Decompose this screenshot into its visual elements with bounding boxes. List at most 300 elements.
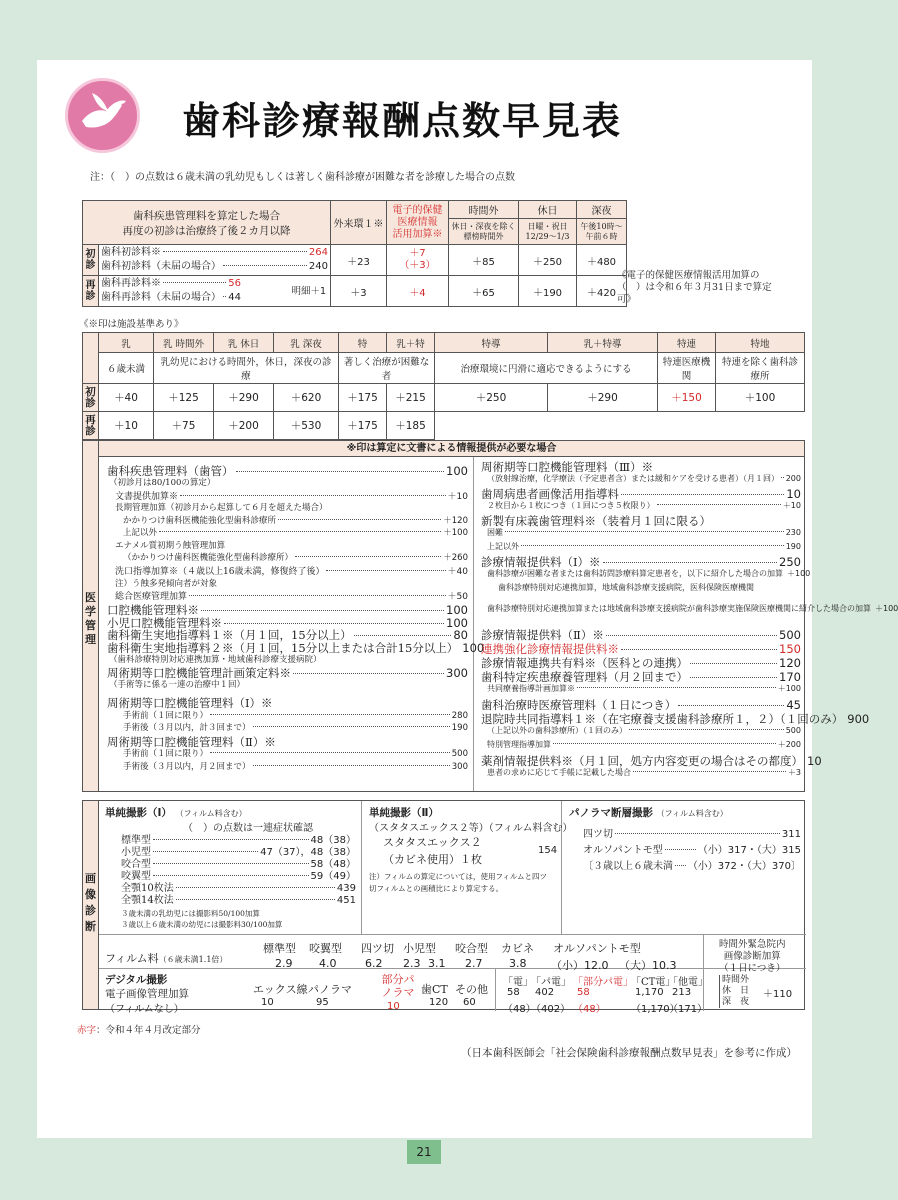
igaku-left-8-dots	[326, 570, 445, 571]
igaku-left-2-value: ＋10	[447, 492, 468, 502]
t2-r3: ＋530	[274, 412, 339, 440]
igaku-left-9-label: 注）う蝕多発傾向者が対象	[115, 579, 218, 589]
t1-h2: 再度の初診は治療終了後２カ月以降	[122, 224, 291, 237]
tan1-note: （ ）の点数は一連症状確認	[183, 823, 313, 834]
igaku-right-13-dots	[690, 663, 777, 664]
tan1-row-3-value: 59（49）	[310, 871, 356, 882]
igaku-right-0-label: 周術期等口腔機能管理料（Ⅲ）※	[481, 460, 654, 474]
t1-r2-shin: ＋420	[577, 276, 627, 307]
t2-sub-0: ６歳未満	[99, 353, 154, 384]
igaku-right-14-dots	[690, 677, 777, 678]
igaku-kanri-side: 医学管理	[83, 441, 99, 791]
kinkyu-v: ＋110	[763, 989, 793, 1000]
igaku-left-19-value: 280	[451, 711, 468, 721]
igaku-left-5-dots	[159, 531, 441, 532]
t1-elec3: 活用加算※	[392, 228, 443, 240]
film-val-6: 3.8	[509, 957, 527, 970]
t2-r5: ＋185	[387, 412, 435, 440]
igaku-left-23	[123, 760, 468, 772]
t2-head-8: 特連	[658, 333, 716, 353]
t1-shin: 深夜	[577, 201, 627, 219]
dig-val-1: 95	[316, 997, 329, 1008]
igaku-right-20-value: 10	[807, 754, 822, 768]
igaku-left-19-dots	[210, 714, 450, 715]
igaku-left-12-dots	[224, 623, 444, 624]
igaku-left-5-label: 上記以外	[123, 528, 158, 538]
igaku-right-16-value: 45	[786, 698, 801, 712]
pan3-v: （小）372・（大）370〕	[687, 861, 801, 872]
igaku-left-2-label: 文書提供加算※	[115, 492, 179, 502]
shoshin-saishin-table	[82, 200, 627, 307]
t1-shin-s2: 午前６時	[585, 231, 618, 241]
igaku-right-15-dots	[577, 687, 776, 688]
t2-head-6: 特導	[435, 333, 548, 353]
igaku-left-3-label: 長期管理加算（初診月から起算して６月を超えた場合）	[115, 503, 328, 513]
igaku-right-6-value: 190	[785, 542, 801, 551]
tan1-n1: ３歳未満の乳幼児には撮影料50/100加算	[121, 909, 260, 918]
side-note: 《電子的保健医療情報活用加算の（ ）は令和６年３月31日まで算定可》	[617, 270, 772, 305]
igaku-left-4-label: かかりつけ歯科医機能強化型歯科診療所	[123, 516, 277, 526]
page-number: 21	[407, 1140, 441, 1164]
tan2-l2: （カビネ使用）１枚	[383, 853, 482, 866]
film-val-1: 4.0	[319, 957, 337, 970]
igaku-left-14-value: 100	[462, 641, 485, 655]
ele-v1-4: 213	[672, 987, 692, 998]
igaku-left-5	[123, 526, 468, 538]
igaku-left-20-label: 手術後（３月以内，計３回まで）	[123, 723, 251, 733]
kasan-table	[82, 332, 805, 440]
igaku-right-3	[487, 500, 801, 511]
igaku-left-22-dots	[210, 752, 450, 753]
igaku-right-7-dots	[603, 562, 778, 563]
gazo-side: 画像診断	[83, 801, 99, 1009]
t1-r2b-v: 44	[228, 292, 241, 303]
tan1-row-4-label: 全顎10枚法	[121, 883, 174, 894]
pan3: 〔３歳以上６歳未満	[583, 861, 673, 872]
igaku-left-16-dots	[293, 673, 444, 674]
igaku-left-8-label: 洗口指導加算※（４歳以上16歳未満，修復終了後）	[115, 567, 325, 577]
t2-s0: ＋40	[99, 384, 154, 412]
igaku-right-1	[487, 473, 801, 484]
ele-v1-1: 402	[535, 987, 555, 998]
igaku-right-2-label: 歯周病患者画像活用指導料	[481, 487, 619, 501]
ele-head-2: 「部分パ電」	[573, 977, 633, 988]
tan1-row-2-value: 58（48）	[310, 859, 356, 870]
ele-v2-4: （171）	[668, 1004, 708, 1015]
igaku-left-6	[115, 539, 468, 551]
dig-head: デジタル撮影	[105, 974, 168, 986]
tan2-l1: スタタスエックス２	[383, 836, 482, 849]
igaku-left-22	[123, 747, 468, 759]
tan1-row-0-label: 標準型	[121, 835, 151, 846]
igaku-left-7	[123, 551, 468, 563]
igaku-right-17-label: 退院時共同指導料１※（在宅療養支援歯科診療所１，２）（１回のみ）	[481, 712, 844, 726]
igaku-right-18-dots	[629, 729, 784, 730]
film-head-2: 四ツ切	[361, 942, 394, 955]
t2-saishin-label: 再診	[83, 412, 99, 440]
t1-r1a: 歯科初診料※	[101, 247, 161, 258]
film-head-1: 咬翼型	[309, 942, 342, 955]
igaku-left-13-value: 80	[453, 628, 468, 642]
igaku-left-22-label: 手術前（１回に限り）	[123, 749, 209, 759]
igaku-right-15-value: ＋100	[777, 684, 801, 693]
t1-out-head: 外来環１※	[331, 201, 387, 245]
t2-s6: ＋250	[435, 384, 548, 412]
t2-s1: ＋125	[154, 384, 214, 412]
igaku-right-6-label: 上記以外	[487, 542, 519, 551]
dig-val-4: 60	[463, 997, 476, 1008]
igaku-right-2-value: 10	[786, 487, 801, 501]
t1-r1-elec: ＋7	[409, 248, 426, 259]
igaku-right-21	[487, 767, 801, 778]
igaku-right-15	[487, 683, 801, 694]
t1-r1-elec2: （＋3）	[399, 260, 436, 271]
t2-r4: ＋175	[339, 412, 387, 440]
kinkyu-item-1: 休 日	[722, 986, 750, 996]
ele-v2-3: （1,170）	[631, 1004, 680, 1015]
igaku-left-18-label: 周術期等口腔機能管理料（Ⅰ）※	[107, 696, 273, 710]
t1-r1a-v: 264	[308, 247, 328, 258]
tan1-row-1-label: 小児型	[121, 847, 151, 858]
igaku-right-18	[487, 725, 801, 736]
note-top: 注：（ ）の点数は６歳未満の乳幼児もしくは著しく歯科診療が困難な者を診療した場合の点数	[90, 172, 515, 183]
t2-s8: ＋150	[658, 384, 716, 412]
igaku-left-22-value: 500	[451, 749, 468, 759]
t2-sub-1: 乳幼児における時間外，休日，深夜の診療	[154, 353, 339, 384]
igaku-right-19-label: 特別管理指導加算	[487, 740, 551, 749]
dove-logo-icon	[65, 78, 140, 153]
igaku-right-3-label: ２枚目から１枚につき（１回につき５枚限り）	[487, 501, 655, 510]
pan2-v: （小）317・（大）315	[697, 845, 801, 856]
igaku-left-11-value: 100	[446, 603, 468, 617]
dig-val-2: 10	[387, 1001, 400, 1012]
t1-r1b: 歯科初診料（未届の場合）	[101, 261, 221, 272]
gazo-shindan-section	[82, 800, 805, 1015]
tan1-row-1-dots	[153, 851, 258, 852]
film-val-0: 2.9	[275, 957, 293, 970]
igaku-left-7-dots	[295, 556, 441, 557]
kinkyu2: 画像診断加算	[723, 951, 781, 962]
tan2-sub: （スタタスエックス２等）（フィルム料含む）	[369, 823, 573, 834]
igaku-left-1-label: （初診月は80/100の算定）	[109, 478, 216, 488]
tan1-row-5-dots	[176, 899, 335, 900]
pan2: オルソパントモ型	[583, 845, 663, 856]
t2-sub-8: 特連医療機関	[658, 353, 716, 384]
dig1: 電子画像管理加算	[105, 988, 189, 1000]
igaku-right-5-value: 230	[785, 528, 801, 537]
igaku-left-13-dots	[354, 635, 452, 636]
film-head-4: 咬合型	[455, 942, 488, 955]
igaku-left-0-dots	[236, 471, 445, 472]
igaku-right-20-label: 薬剤情報提供料※（月１回，処方内容変更の場合はその都度）	[481, 754, 803, 768]
t1-kyu-s1: 日曜・祝日	[527, 221, 568, 231]
igaku-left-20-dots	[253, 726, 450, 727]
igaku-right-17-value: 900	[847, 712, 870, 726]
dig-head-2: 部分パノラマ	[381, 973, 415, 999]
t1-kyu-s2: 12/29〜1/3	[525, 231, 570, 241]
igaku-right-5	[487, 527, 801, 538]
igaku-left-15-label: （歯科診療特別対応連携加算・地域歯科診療支援病院）	[109, 655, 322, 665]
igaku-right-12-label: 連携強化診療情報提供料※	[481, 642, 619, 656]
ele-v2-2: （48）	[573, 1004, 606, 1015]
tan1-row-0-dots	[153, 839, 309, 840]
igaku-right-11-label: 診療情報提供料（Ⅱ）※	[481, 628, 604, 642]
igaku-left-7-value: ＋260	[443, 553, 468, 563]
igaku-right-1-value: 200	[785, 474, 801, 483]
igaku-left-2-dots	[180, 495, 446, 496]
igaku-right-10	[487, 603, 898, 614]
t2-s5: ＋215	[387, 384, 435, 412]
igaku-left-19-label: 手術前（１回に限り）	[123, 711, 209, 721]
igaku-left-21-label: 周術期等口腔機能管理料（Ⅱ）※	[107, 735, 276, 749]
igaku-left-16-label: 周術期等口腔機能管理計画策定料※	[107, 666, 291, 680]
igaku-left-12-value: 100	[446, 616, 468, 630]
igaku-right-5-dots	[505, 531, 784, 532]
igaku-left-23-dots	[253, 765, 450, 766]
kinkyu-item-0: 時間外	[722, 975, 750, 985]
t2-head-9: 特地	[716, 333, 805, 353]
igaku-right-19-dots	[553, 743, 776, 744]
t1-r1-jikan: ＋85	[449, 245, 519, 276]
igaku-right-6-dots	[521, 545, 784, 546]
dig-head-3: 歯CT	[421, 983, 448, 996]
igaku-left-5-value: ＋100	[443, 528, 468, 538]
igaku-left-11-dots	[201, 610, 444, 611]
dig-val-0: 10	[261, 997, 274, 1008]
ele-head-4: 「他電」	[668, 977, 708, 988]
igaku-right-4-label: 新製有床義歯管理料※（装着月１回に限る）	[481, 514, 711, 528]
igaku-right-11-value: 500	[779, 628, 801, 642]
page-title: 歯科診療報酬点数早見表	[182, 99, 623, 143]
dig-val-3: 120	[429, 997, 449, 1008]
igaku-left-19	[123, 709, 468, 721]
t2-s4: ＋175	[339, 384, 387, 412]
t1-meisai: 明細＋1	[291, 286, 326, 297]
tan1-row-3-dots	[153, 875, 309, 876]
kinkyu3: （１日につき）	[719, 963, 786, 974]
ele-v1-3: 1,170	[635, 987, 664, 998]
igaku-right-8-value: ＋100	[787, 569, 811, 578]
igaku-left-20	[123, 721, 468, 733]
t1-r1-out: ＋23	[331, 245, 387, 276]
t1-r2a: 歯科再診料※	[101, 278, 161, 289]
igaku-left-12-label: 小児口腔機能管理料※	[107, 616, 222, 630]
tan1-row-4-value: 439	[336, 883, 356, 894]
ele-head-1: 「パ電」	[531, 977, 571, 988]
igaku-right-14-label: 歯科特定疾患療養管理料（月２回まで）	[481, 670, 688, 684]
t2-s2: ＋290	[214, 384, 274, 412]
t1-jikan-s2: 標榜時間外	[463, 231, 504, 241]
igaku-left-6-label: エナメル質初期う蝕管理加算	[115, 541, 226, 551]
t1-r1b-v: 240	[308, 261, 328, 272]
igaku-left-13-label: 歯科衛生実地指導料１※（月１回，15分以上）	[107, 628, 352, 642]
t2-sub-9: 特連を除く歯科診療所	[716, 353, 805, 384]
igaku-right-13-value: 120	[779, 656, 801, 670]
tan1-row-1-value: 47（37），48（38）	[260, 847, 356, 858]
igaku-right-8	[487, 568, 811, 579]
t2-r0: ＋10	[99, 412, 154, 440]
igaku-right-11-dots	[606, 635, 777, 636]
t2-s9: ＋100	[716, 384, 805, 412]
pan1: 四ツ切	[583, 829, 613, 840]
igaku-left-8	[115, 564, 468, 577]
t1-r2-kyu: ＋190	[519, 276, 577, 307]
igaku-right-15-label: 共同療養指導計画加算※	[487, 684, 575, 693]
tan1-sub: （フィルム料含む）	[175, 809, 247, 818]
igaku-right-16-label: 歯科治療時医療管理料（１日につき）	[481, 698, 677, 712]
ele-v1-0: 58	[507, 987, 520, 998]
igaku-right-12-dots	[621, 649, 777, 650]
igaku-left-0-value: 100	[446, 464, 468, 478]
film-val-4: 3.1	[428, 957, 446, 970]
igaku-right-19-value: ＋200	[777, 740, 801, 749]
film-head-5: カビネ	[501, 942, 534, 955]
igaku-right-10-label: 歯科診療特別対応連携加算または地域歯科診療支援病院が歯科診療実施保険医療機関に紹介した場合の加算	[487, 604, 871, 613]
t2-s7: ＋290	[548, 384, 658, 412]
igaku-left-1	[109, 476, 468, 488]
igaku-right-7-label: 診療情報提供料（Ⅰ）※	[481, 555, 601, 569]
igaku-left-10	[115, 589, 468, 602]
film-head-3: 小児型	[403, 942, 436, 955]
igaku-left-15	[109, 653, 468, 665]
igaku-left-11-label: 口腔機能管理料※	[107, 603, 199, 617]
tan1-row-2-dots	[153, 863, 309, 864]
t2-head-2: 乳 休日	[214, 333, 274, 353]
igaku-right-6	[487, 541, 801, 552]
igaku-right-18-label: （上記以外の歯科診療所）（１回のみ）	[487, 726, 627, 735]
igaku-right-1-label: （放射線治療，化学療法（予定患者含）または緩和ケアを受ける患者）（月１回）	[487, 474, 779, 483]
igaku-left-10-dots	[189, 595, 446, 596]
igaku-right-19	[487, 739, 801, 750]
foot-red: 赤字	[77, 1025, 97, 1036]
film-val-2: 6.2	[365, 957, 383, 970]
igaku-left-8-value: ＋40	[447, 567, 468, 577]
igaku-left-3	[115, 501, 468, 513]
igaku-left-23-label: 手術後（３月以内，月２回まで）	[123, 762, 251, 772]
ele-v2-0: （48）	[503, 1004, 536, 1015]
ele-head-3: 「CT電」	[631, 977, 676, 988]
film-sub: （６歳未満1.1倍）	[158, 955, 228, 964]
t1-jikan-s1: 休日・深夜を除く	[451, 221, 516, 231]
t1-jikan: 時間外	[449, 201, 519, 219]
tan1-row-5-label: 全顎14枚法	[121, 895, 174, 906]
igaku-right-5-label: 困難	[487, 528, 503, 537]
pan1-v: 311	[781, 829, 801, 840]
pan-sub: （フィルム料含む）	[656, 809, 728, 818]
igaku-right-2-dots	[621, 494, 784, 495]
tan1-head: 単純撮影（Ⅰ）	[105, 807, 172, 819]
t2-head-1: 乳 時間外	[154, 333, 214, 353]
t2-head-5: 乳＋特	[387, 333, 435, 353]
ele-v1-2: 58	[577, 987, 590, 998]
igaku-right-21-value: ＋3	[787, 768, 801, 777]
film-val-3: 2.3	[403, 957, 421, 970]
igaku-left-7-label: （かかりつけ歯科医機能強化型歯科診療所）	[123, 553, 294, 563]
t2-head-3: 乳 深夜	[274, 333, 339, 353]
t1-shoshin-label: 初診	[83, 245, 99, 276]
film-label: フィルム料	[105, 952, 159, 965]
t2-head-7: 乳＋特導	[548, 333, 658, 353]
tan2-head: 単純撮影（Ⅱ）	[369, 807, 439, 819]
t1-saishin-label: 再診	[83, 276, 99, 307]
t1-r2-jikan: ＋65	[449, 276, 519, 307]
t1-r2-out: ＋3	[331, 276, 387, 307]
t1-r2b: 歯科再診料（未届の場合）	[101, 292, 221, 303]
igaku-right-9	[498, 582, 801, 593]
igaku-right-9-label: 歯科診療特別対応連携加算，地域歯科診療支援病院，医科保険医療機関	[498, 583, 754, 592]
igaku-left-20-value: 190	[451, 723, 468, 733]
t2-shoshin-label: 初診	[83, 384, 99, 412]
t1-r2-elec: ＋4	[387, 276, 449, 307]
igaku-kanri-caption: ※印は算定に文書による情報提供が必要な場合	[99, 441, 804, 457]
dig-head-0: エックス線	[253, 983, 308, 996]
t1-h1: 歯科疾患管理料を算定した場合	[133, 209, 280, 222]
t1-elec2: 医療情報	[397, 216, 438, 228]
kinkyu-item-2: 深 夜	[722, 997, 750, 1007]
tan1-row-5-value: 451	[336, 895, 356, 906]
igaku-right-21-dots	[633, 771, 786, 772]
tan2-note: 注）フィルムの算定については，使用フィルムと四ツ切フィルムとの画積比により算定する。	[369, 872, 548, 893]
tan1-row-5	[121, 891, 356, 906]
ele-head-0: 「電」	[503, 977, 533, 988]
igaku-left-23-value: 300	[451, 762, 468, 772]
igaku-left-10-value: ＋50	[447, 592, 468, 602]
igaku-right-7-value: 250	[779, 555, 801, 569]
igaku-right-21-label: 患者の求めに応じて手帳に記載した場合	[487, 768, 631, 777]
tan1-row-0-value: 48（38）	[310, 835, 356, 846]
igaku-right-14-value: 170	[779, 670, 801, 684]
igaku-right-1-dots	[781, 477, 784, 478]
tan1-row-4-dots	[176, 887, 335, 888]
facility-note: 《※印は施設基準あり》	[79, 319, 184, 330]
film-val-5: 2.7	[465, 957, 483, 970]
ele-v2-1: （402）	[531, 1004, 571, 1015]
t2-s3: ＋620	[274, 384, 339, 412]
t1-r1-shin: ＋480	[577, 245, 627, 276]
dig-head-4: その他	[455, 983, 488, 996]
foot-note: ：令和４年４月改定部分	[96, 1025, 201, 1036]
igaku-left-9	[115, 577, 468, 589]
igaku-left-4-value: ＋120	[443, 516, 468, 526]
t2-head-0: 乳	[99, 333, 154, 353]
igaku-right-16-dots	[678, 705, 784, 706]
igaku-right-3-dots	[657, 504, 781, 505]
pan-head: パノラマ断層撮影	[569, 807, 653, 819]
t2-sub-4: 著しく治療が困難な者	[339, 353, 435, 384]
foot-source: （日本歯科医師会「社会保険歯科診療報酬点数早見表」を参考に作成）	[461, 1047, 797, 1059]
tan2-v: 154	[538, 845, 558, 856]
tan1-n2: ３歳以上６歳未満の幼児には撮影料30/100加算	[121, 920, 283, 929]
igaku-right-10-value: ＋100	[875, 604, 898, 613]
t2-sub-6: 治療環境に円滑に適応できるようにする	[435, 353, 658, 384]
t1-kyu: 休日	[519, 201, 577, 219]
tan1-row-2-label: 咬合型	[121, 859, 151, 870]
igaku-right-12-value: 150	[779, 642, 801, 656]
t1-shin-s1: 午後10時〜	[580, 221, 623, 231]
film-val-7: （小）12.0	[551, 959, 609, 972]
igaku-left-0-label: 歯科疾患管理料（歯管）	[107, 464, 234, 478]
igaku-left-14-label: 歯科衛生実地指導料２※（月１回，15分以上または合計15分以上）	[107, 641, 459, 655]
igaku-left-17-label: （手術等に係る一連の治療中１回）	[109, 680, 246, 690]
igaku-left-4-dots	[278, 519, 441, 520]
igaku-left-17	[109, 678, 468, 690]
igaku-right-3-value: ＋10	[782, 501, 801, 510]
igaku-left-16-value: 300	[446, 666, 468, 680]
tan1-row-3-label: 咬翼型	[121, 871, 151, 882]
t2-r2: ＋200	[214, 412, 274, 440]
page	[37, 60, 898, 1138]
t2-r1: ＋75	[154, 412, 214, 440]
